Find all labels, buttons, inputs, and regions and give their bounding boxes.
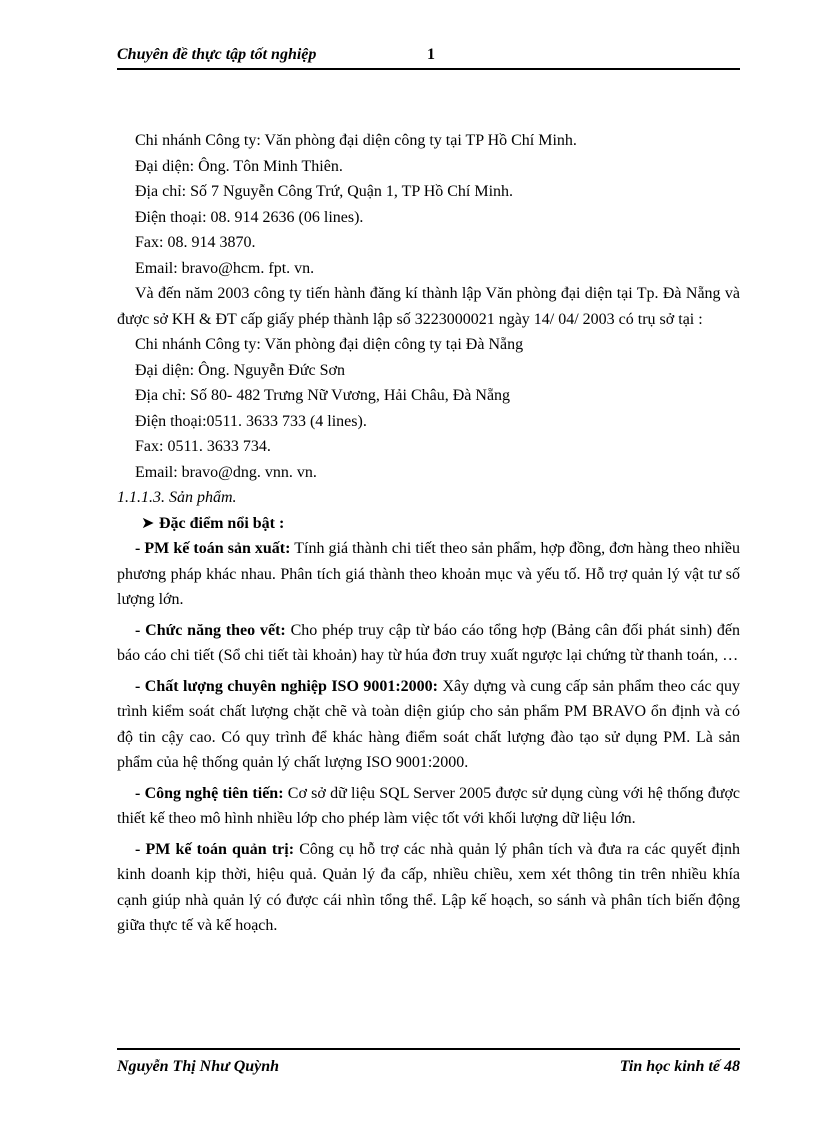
- footer-class: Tin học kinh tế 48: [619, 1058, 740, 1075]
- hcm-branch: Chi nhánh Công ty: Văn phòng đại diện công ty tại TP Hồ Chí Minh.: [135, 132, 577, 149]
- feature-paragraph: [117, 781, 740, 832]
- page-header: [117, 44, 740, 70]
- features-heading-text: Đặc điểm nổi bật :: [159, 514, 285, 532]
- feature-text: Công cụ hỗ trợ các nhà quản lý phân tích và đưa ra các quyết định kinh doanh kịp thời, hiệu quả. Quản lý đa cấp, nhiều chiều, xem xét thông tin trên nhiều khía cạnh giúp nhà quản lý có được cái nhìn tổng thể. Lập kế hoạch, so sánh và phân tích biến động giữa thực tế và kế hoạch.: [117, 840, 741, 934]
- danang-intro-paragraph: Và đến năm 2003 công ty tiến hành đăng kí thành lập Văn phòng đại diện tại Tp. Đà Nẵng và được sở KH & ĐT cấp giấy phép thành lập số 3223000021 ngày 14/ 04/ 2003 có trụ sở tại :: [117, 285, 740, 328]
- footer-author: Nguyễn Thị Như Quỳnh: [117, 1058, 280, 1075]
- dn-email: Email: bravo@dng. vnn. vn.: [135, 463, 317, 481]
- feature-text: Tính giá thành chi tiết theo sản phẩm, hợp đồng, đơn hàng theo nhiều phương pháp khác nhau. Phân tích giá thành theo khoản mục và yếu tố. Hỗ trợ quản lý vật tư số lượng lớn.: [117, 540, 741, 608]
- dn-representative: Đại diện: Ông. Nguyễn Đức Sơn: [135, 361, 345, 379]
- feature-text: Cho phép truy cập từ báo cáo tổng hợp (Bảng cân đối phát sinh) đến báo cáo chi tiết (Sổ chi tiết tài khoản) hay từ húa đơn truy xuất ngược lại chứng từ thanh toán, …: [117, 621, 740, 664]
- hcm-fax: Fax: 08. 914 3870.: [135, 234, 256, 251]
- feature-text: Cơ sở dữ liệu SQL Server 2005 được sử dụng cùng với hệ thống được thiết kế theo mô hình nhiều lớp cho phép làm việc tốt với khối lượng dữ liệu lớn.: [117, 784, 741, 827]
- section-heading: 1.1.1.3. Sản phẩm.: [117, 489, 237, 506]
- feature-paragraph: [117, 837, 740, 939]
- page-footer: [117, 1048, 740, 1078]
- feature-paragraph: [117, 536, 740, 613]
- dn-branch: Chi nhánh Công ty: Văn phòng đại diện công ty tại Đà Nẵng: [135, 336, 524, 353]
- feature-paragraph: [117, 618, 740, 669]
- feature-text: Xây dựng và cung cấp sản phẩm theo các quy trình kiểm soát chất lượng chặt chẽ và toàn diện giúp cho sản phẩm PM BRAVO ổn định và có độ tin cậy cao. Có quy trình để khác hàng điểm soát chất lượng đào tạo sử dụng PM. Là sản phẩm của hệ thống quản lý chất lượng ISO 9001:2000.: [117, 677, 740, 771]
- arrow-bullet-icon: ➤: [141, 514, 155, 532]
- header-title: Chuyên đề thực tập tốt nghiệp: [117, 46, 317, 63]
- feature-term: - Công nghệ tiên tiến:: [135, 784, 284, 802]
- feature-term: - PM kế toán sản xuất:: [135, 540, 291, 557]
- dn-phone: Điện thoại:0511. 3633 733 (4 lines).: [135, 412, 367, 430]
- hcm-phone: Điện thoại: 08. 914 2636 (06 lines).: [135, 208, 364, 226]
- dn-fax: Fax: 0511. 3633 734.: [135, 438, 271, 455]
- hcm-representative: Đại diện: Ông. Tôn Minh Thiên.: [135, 157, 343, 175]
- features-bullet-heading: [117, 511, 740, 537]
- feature-term: - PM kế toán quản trị:: [135, 840, 295, 858]
- document-body: [117, 128, 740, 939]
- page-number: 1: [427, 46, 435, 63]
- hcm-email: Email: bravo@hcm. fpt. vn.: [135, 259, 315, 277]
- feature-term: - Chất lượng chuyên nghiệp ISO 9001:2000:: [135, 677, 438, 695]
- feature-paragraph: [117, 674, 740, 776]
- dn-address: Địa chỉ: Số 80- 482 Trưng Nữ Vương, Hải Châu, Đà Nẵng: [135, 387, 511, 404]
- hcm-address: Địa chỉ: Số 7 Nguyễn Công Trứ, Quận 1, TP Hồ Chí Minh.: [135, 183, 514, 200]
- feature-term: - Chức năng theo vết:: [135, 621, 286, 639]
